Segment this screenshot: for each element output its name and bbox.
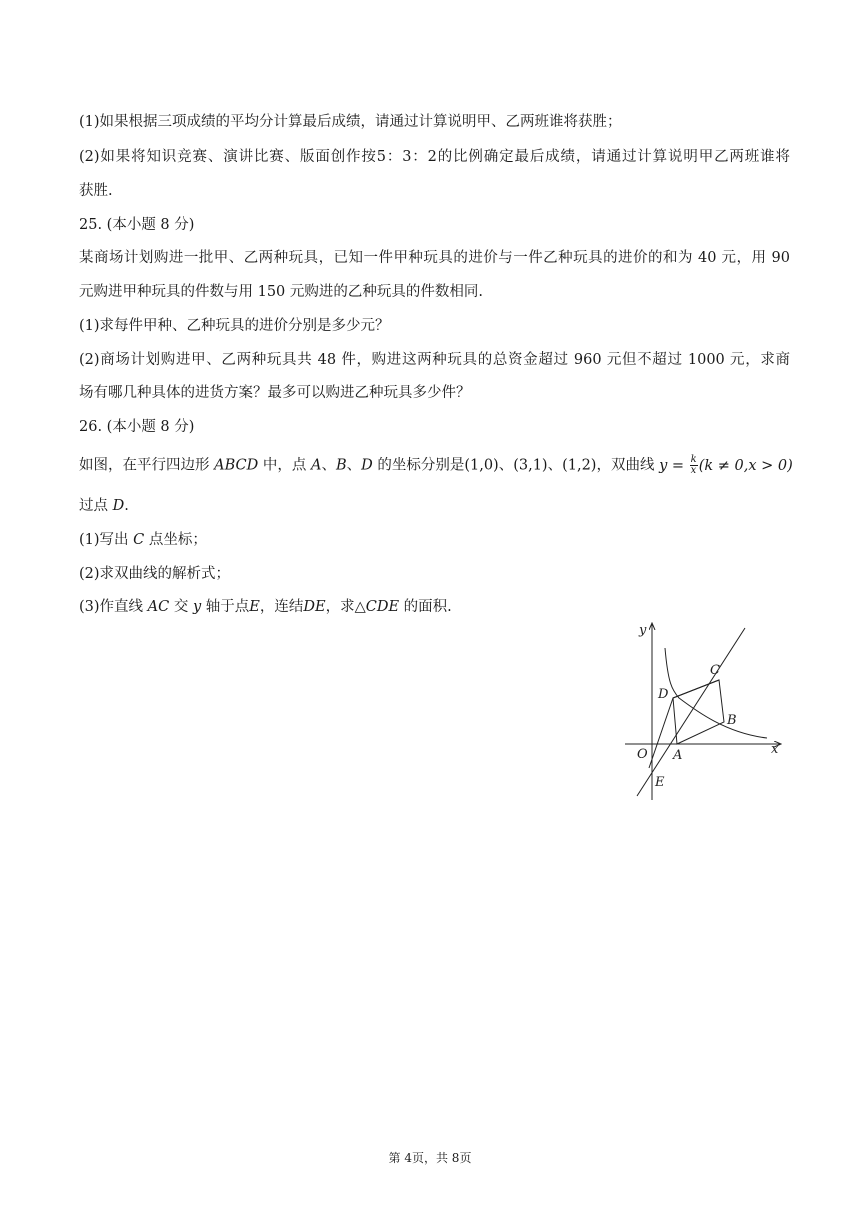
point-a-label: A — [673, 748, 683, 763]
point-b-label: B — [727, 713, 737, 728]
q25-part2-line1: (2)商场计划购进甲、乙两种玩具共 48 件，购进这两种玩具的总资金超过 960 元但不超过 1000 元，求商 — [79, 352, 790, 368]
q24-part1: (1)如果根据三项成绩的平均分计算最后成绩，请通过计算说明甲、乙两班谁将获胜； — [79, 114, 622, 130]
hyperbola-formula: y = $\frac{k}{x}$ (k ≠ 0,x > 0) — [659, 454, 793, 476]
q26-stem-line1: 如图，在平行四边形 ABCD 中，点 A、B、D 的坐标分别是(1,0)、(3,1)、(1,2)，双曲线 y = $\frac{k}{x}$ (k ≠ 0,x > 0) — [79, 454, 793, 476]
fraction-k-over-x: $\frac{k}{x}$ — [690, 454, 697, 476]
y-axis-label: y — [639, 623, 647, 638]
segment-de — [649, 698, 673, 768]
page-footer: 第 4页，共 8页 — [388, 1151, 472, 1165]
hyperbola-curve — [665, 648, 767, 738]
q25-stem-line1: 某商场计划购进一批甲、乙两种玩具，已知一件甲种玩具的进价与一件乙种玩具的进价的和为 40 元，用 90 — [79, 250, 790, 266]
q26-part1: (1)写出 C 点坐标； — [79, 532, 207, 548]
point-e-label: E — [655, 775, 665, 790]
q25-part2-line2: 场有哪几种具体的进货方案？最多可以购进乙种玩具多少件？ — [79, 385, 471, 401]
point-c-label: C — [710, 663, 720, 678]
coordinate-figure — [615, 618, 795, 808]
q26-header: 26. (本小题 8 分) — [79, 419, 195, 435]
q25-stem-line2: 元购进甲种玩具的件数与用 150 元购进的乙种玩具的件数相同. — [79, 284, 484, 300]
q26-part3: (3)作直线 AC 交 y 轴于点E，连结DE，求△CDE 的面积. — [79, 599, 452, 615]
q25-part1: (1)求每件甲种、乙种玩具的进价分别是多少元？ — [79, 318, 390, 334]
point-d-label: D — [658, 687, 669, 702]
segment-cd — [673, 680, 719, 698]
q24-part2-line2: 获胜. — [79, 183, 113, 199]
line-ac — [637, 628, 745, 796]
q26-part2: (2)求双曲线的解析式； — [79, 566, 231, 582]
q24-part2-line1: (2)如果将知识竞赛、演讲比赛、版面创作按5：3：2的比例确定最后成绩，请通过计算说明甲乙两班谁将 — [79, 149, 790, 165]
origin-label: O — [637, 747, 648, 762]
q25-header: 25. (本小题 8 分) — [79, 217, 195, 233]
q26-stem-line2: 过点 D. — [79, 498, 129, 514]
parallelogram-name: ABCD — [214, 457, 259, 474]
x-axis-label: x — [771, 742, 779, 757]
